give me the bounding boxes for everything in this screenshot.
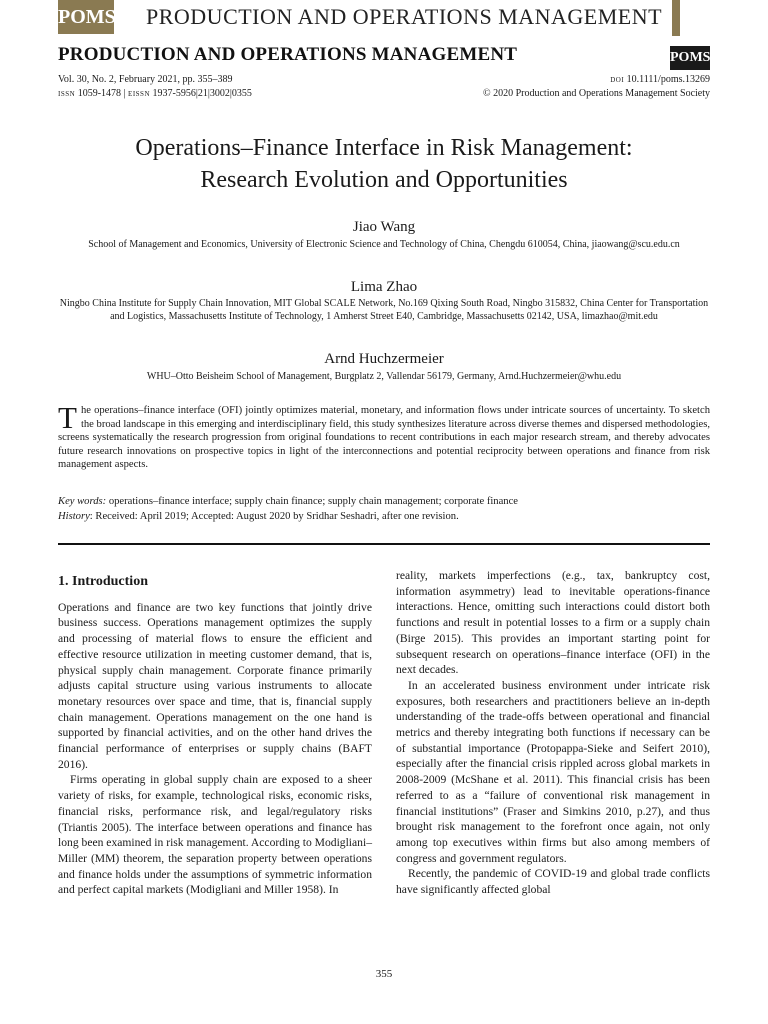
copyright-line: © 2020 Production and Operations Management Society bbox=[483, 88, 710, 99]
article-title: Operations–Finance Interface in Risk Management: Research Evolution and Opportunities bbox=[135, 135, 633, 193]
journal-metadata-left bbox=[58, 73, 252, 101]
paragraph: In an accelerated business environment under intricate risk exposures, both researchers and practitioners believe an in-depth understanding of the trade-offs between operational and financial metrics and thereby integrating both functions if necessary can be of substantial importance (Protopappa-Sieke and Seifert 2010), especially after the financial crisis rippled across global markets in 2008-2009 (McShane et al. 2011). This financial crisis has been referred to as a “failure of conventional risk management in financial institutions” (Fraser and Simkins 2010, p.27), and thus brought risk management to the forefront once again, not only among top executives within firms but also among members of congress and government regulators. bbox=[396, 678, 710, 865]
poms-badge: POMS bbox=[58, 0, 114, 34]
poms-logo: POMS bbox=[670, 46, 710, 70]
section-heading: 1. Introduction bbox=[58, 574, 148, 589]
doi-line: DOI 10.1111/poms.13269 bbox=[610, 74, 710, 85]
author-name: Arnd Huchzermeier bbox=[324, 351, 444, 367]
banner-title: PRODUCTION AND OPERATIONS MANAGEMENT bbox=[146, 4, 663, 29]
paragraph: reality, markets imperfections (e.g., tax, bankruptcy cost, information asymmetry) lead to inevitable operations-finance interactions. Hence, omitting such interactions could distort both functions and result in potential losses to a firm or a supply chain (Birge 2015). This provides an important starting point for subsequent research on operations–finance interface (OFI) in the next decades. bbox=[396, 569, 710, 677]
paragraph: Recently, the pandemic of COVID-19 and global trade conflicts have significantly affected global bbox=[396, 867, 710, 897]
abstract-dropcap: T bbox=[58, 400, 77, 435]
author-name: Lima Zhao bbox=[350, 279, 418, 295]
author-affiliation: WHU–Otto Beisheim School of Management, Burgplatz 2, Vallendar 56179, Germany, Arnd.Huchzermeier@whu.edu bbox=[146, 371, 622, 382]
abstract bbox=[58, 400, 710, 472]
author-affiliation: Ningbo China Institute for Supply Chain Innovation, MIT Global SCALE Network, No.169 Qixing South Road, Ningbo 315832, China Center for Transportation and Logistics, Massachusetts Institute of Technology, 1 Amherst Street E40, Cambridge, Massachusetts 02142, USA, limazhao@mit.edu bbox=[59, 298, 709, 322]
volume-line: Vol. 30, No. 2, February 2021, pp. 355–389 bbox=[58, 74, 233, 85]
history-line: History: Received: April 2019; Accepted: August 2020 by Sridhar Seshadri, after one revision. bbox=[58, 511, 459, 522]
gold-accent-bar bbox=[672, 0, 680, 36]
body-column-left bbox=[58, 568, 372, 898]
body-column-right bbox=[396, 568, 710, 898]
author-name: Jiao Wang bbox=[352, 219, 416, 235]
journal-metadata-right bbox=[483, 73, 710, 101]
page-number: 355 bbox=[375, 968, 393, 980]
issn-line: ISSN 1059-1478 | EISSN 1937-5956|21|3002|0355 bbox=[58, 88, 252, 99]
keywords-block bbox=[58, 494, 710, 524]
author-affiliation: School of Management and Economics, University of Electronic Science and Technology of China, Chengdu 610054, China, jiaowang@scu.edu.cn bbox=[88, 239, 680, 250]
journal-name: PRODUCTION AND OPERATIONS MANAGEMENT bbox=[58, 44, 518, 65]
paragraph: Operations and finance are two key functions that jointly drive business success. Operations management optimizes the supply and processing of material flows to ensure the efficient and effective resource utilization in meeting customer demand, that is, physical supply chain management. Corporate finance primarily adjusts capital structure using various instruments to allocate monetary resources over space and time, that is, financial supply chain management. Operations management on the one hand is supported by financial activities, and on the other hand drives the financial performance of enterprises or supply chains (BAFT 2016). bbox=[58, 600, 372, 771]
section-divider bbox=[58, 543, 710, 545]
paragraph: Firms operating in global supply chain are exposed to a sheer variety of risks, for example, technological risks, economic risks, financial risks, performance risk, and legal/regulatory risks (Triantis 2005). The interface between operations and finance has long been examined in risk management. According to Modigliani–Miller (MM) theorem, the separation property between operations and finance holds under the assumptions of symmetric information and perfect capital markets (Modigliani and Miller 1958). In bbox=[58, 773, 372, 897]
abstract-text: he operations–finance interface (OFI) jointly optimizes material, monetary, and information flows under intricate sources of uncertainty. To sketch the broad landscape in this emerging and interdisciplinary field, this study synthesizes literature across diverse themes and dispersed methodologies, screens systematically the research progression from original foundations to recent contributions in each major research stream, and thereby advocates future research innovations on prospective topics in light of the interconnections and potential reciprocity between operations and finance from risk management aspects. bbox=[58, 405, 710, 471]
keywords-line: Key words: operations–finance interface; supply chain finance; supply chain management; corporate finance bbox=[58, 496, 518, 507]
top-banner bbox=[0, 0, 768, 36]
